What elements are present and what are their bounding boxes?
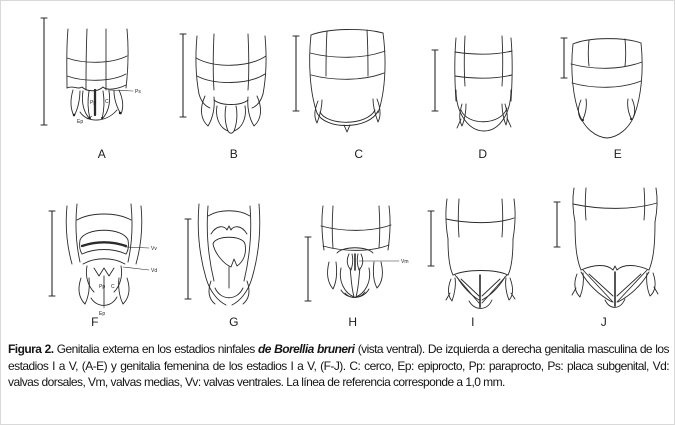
label-vd: Vd <box>151 268 158 274</box>
label-ps: Ps <box>135 89 141 95</box>
caption-figure-number: Figura 2. <box>8 342 54 356</box>
panel-d <box>425 16 533 138</box>
panel-label-j: J <box>600 315 608 329</box>
panel-label-a: A <box>97 147 107 161</box>
panel-c <box>289 13 399 138</box>
panel-label-d: D <box>478 147 488 161</box>
caption-text-before-species: Genitalia externa en los estadios ninfales <box>53 342 258 356</box>
scale-bar <box>428 211 434 266</box>
abdomen-drawing-f <box>66 204 149 308</box>
scale-bar <box>305 237 311 301</box>
panel-label-c: C <box>354 147 364 161</box>
abdomen-drawing-g <box>198 204 259 305</box>
panel-f <box>39 196 169 329</box>
label-ep: Ep <box>77 119 84 125</box>
panel-e <box>549 16 664 146</box>
scale-bar <box>180 34 186 117</box>
scale-bar <box>554 202 560 247</box>
figure-caption <box>8 341 669 391</box>
caption-text-after-species: (vista ventral). De izquierda a derecha genitalia masculina de los estadios I a V, (A-E) y genitalia femenina de los estadios I a V, (F-J). C: cerco, Ep: epiprocto, Pp: paraprocto, Ps: placa subgenital, Vd: valvas dorsales, Vm, valvas medias, Vv: valvas ventrales. La línea de referencia corresponde a 1,0 mm. <box>8 342 669 389</box>
label-pp: Pp <box>90 100 97 106</box>
part-labels-h <box>401 259 409 265</box>
label-vm: Vm <box>401 259 409 265</box>
panel-label-i: I <box>471 315 475 329</box>
abdomen-drawing-b <box>196 34 266 133</box>
panel-j <box>541 184 675 316</box>
panel-i <box>419 193 534 319</box>
scale-bar <box>185 219 191 299</box>
abdomen-drawing-i <box>446 199 515 308</box>
panel-label-g: G <box>229 315 239 329</box>
scale-bar <box>561 38 567 78</box>
scale-bar <box>49 211 55 296</box>
label-c: C <box>111 284 115 290</box>
panel-g <box>179 196 284 321</box>
abdomen-drawing-c <box>310 29 385 132</box>
scale-bar <box>432 50 438 111</box>
panel-label-e: E <box>613 147 623 161</box>
abdomen-drawing-e <box>571 39 642 138</box>
abdomen-drawing-h <box>321 206 399 297</box>
panel-label-f: F <box>91 315 99 329</box>
label-vv: Vv <box>151 246 157 252</box>
label-pp: Pp <box>99 284 106 290</box>
scale-bar <box>41 18 47 125</box>
label-c: C <box>105 99 109 105</box>
abdomen-drawing-d <box>455 36 512 131</box>
panel-h <box>299 196 419 316</box>
panel-a <box>29 11 149 136</box>
abdomen-drawing-j <box>572 188 658 307</box>
panel-label-h: H <box>348 315 358 329</box>
caption-species-name: de Borellia bruneri <box>257 342 355 356</box>
panel-label-b: B <box>229 147 239 161</box>
scale-bar <box>293 36 299 111</box>
panel-b <box>169 16 281 136</box>
label-ep: Ep <box>99 311 106 317</box>
abdomen-drawing-a <box>67 29 133 120</box>
